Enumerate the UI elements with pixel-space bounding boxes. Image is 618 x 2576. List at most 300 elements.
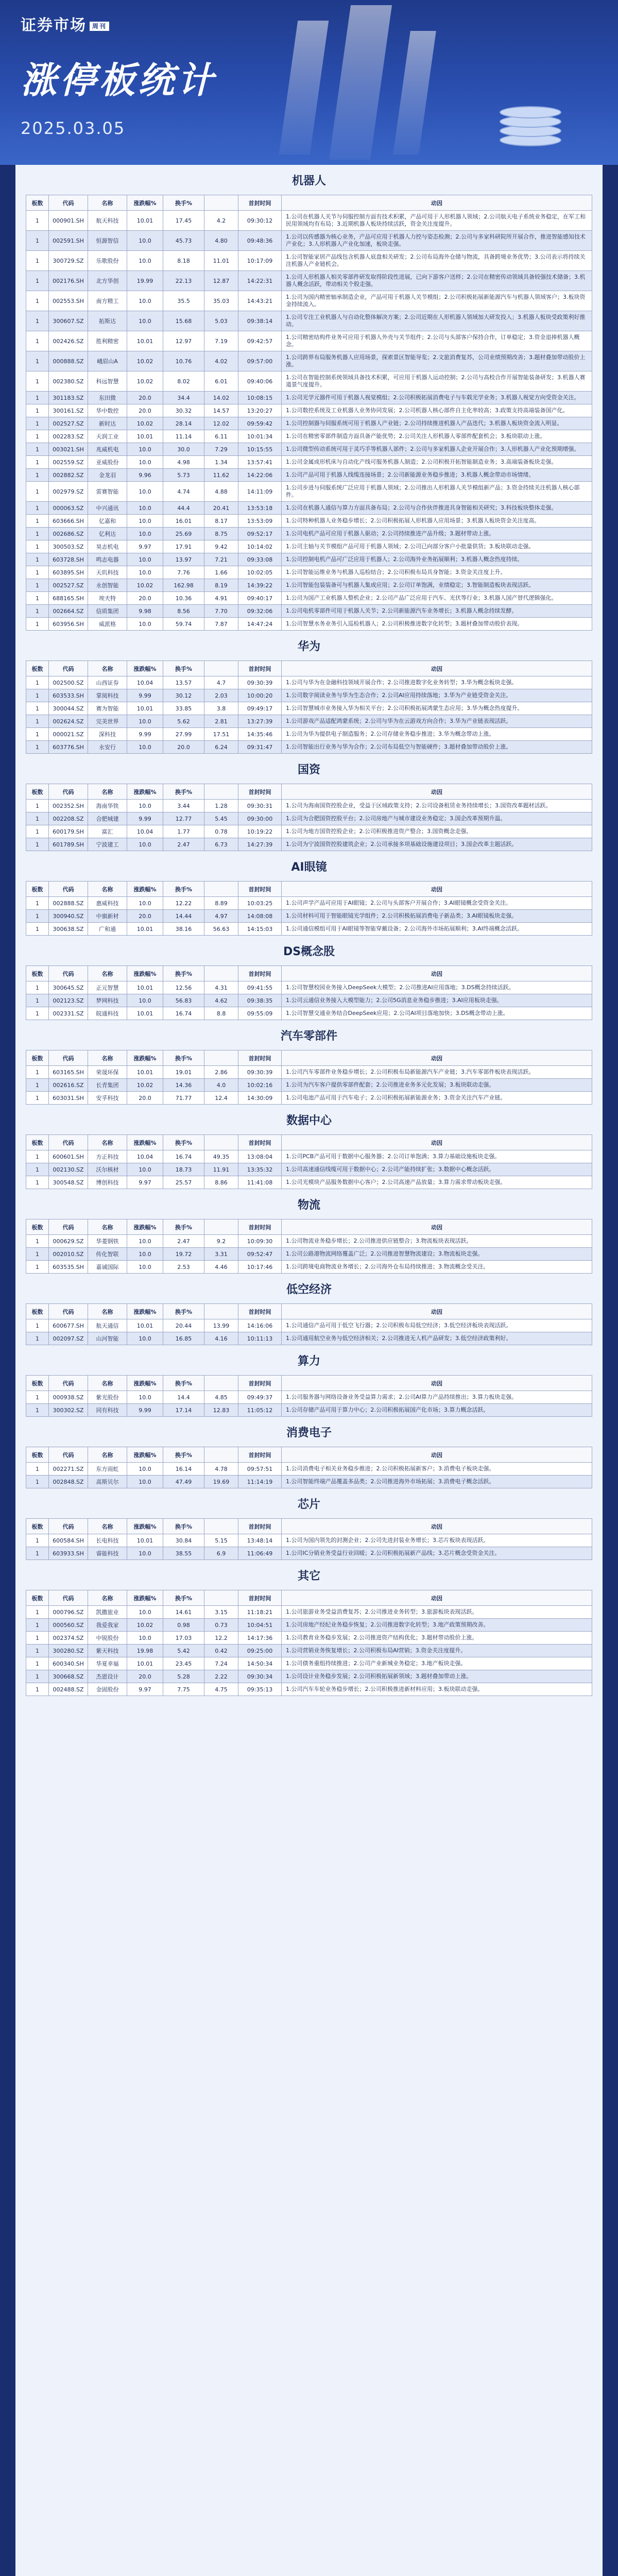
table-row[interactable]: [26, 812, 592, 825]
board-count: 1: [26, 456, 49, 469]
amount-value: 14.57: [204, 404, 238, 417]
stock-code[interactable]: 000021.SZ: [49, 728, 88, 741]
stock-name[interactable]: 华中数控: [88, 404, 127, 417]
first-seal-time: 13:27:39: [238, 715, 282, 728]
board-count: 1: [26, 741, 49, 754]
stock-name[interactable]: 传化智联: [88, 1248, 127, 1261]
column-header: 板数: [26, 1447, 49, 1463]
table-row[interactable]: [26, 540, 592, 553]
table-row[interactable]: [26, 1150, 592, 1163]
stock-name[interactable]: 威派格: [88, 618, 127, 631]
table-row[interactable]: [26, 417, 592, 430]
stock-code[interactable]: 300638.SZ: [49, 923, 88, 936]
table-row[interactable]: [26, 1632, 592, 1645]
first-seal-time: 09:30:34: [238, 1670, 282, 1683]
turnover-pct: 12.22: [163, 897, 204, 910]
change-pct: 10.0: [127, 618, 163, 631]
column-header: 板数: [26, 784, 49, 800]
table-row[interactable]: [26, 1657, 592, 1670]
stock-name[interactable]: 科远智慧: [88, 371, 127, 392]
stock-code[interactable]: 002488.SZ: [49, 1683, 88, 1696]
stock-code[interactable]: 600601.SH: [49, 1150, 88, 1163]
table-row[interactable]: [26, 592, 592, 605]
stock-name[interactable]: 新时达: [88, 417, 127, 430]
table-row[interactable]: [26, 392, 592, 404]
table-row[interactable]: [26, 618, 592, 631]
table-row[interactable]: [26, 1534, 592, 1547]
first-seal-time: 09:31:47: [238, 741, 282, 754]
stock-name[interactable]: 金固股份: [88, 1683, 127, 1696]
first-seal-time: 09:38:35: [238, 994, 282, 1007]
stock-name[interactable]: 中兴通讯: [88, 502, 127, 515]
stock-code[interactable]: 002591.SH: [49, 231, 88, 251]
stock-name[interactable]: 沃尔核材: [88, 1163, 127, 1176]
amount-value: 9.42: [204, 540, 238, 553]
table-row[interactable]: [26, 1066, 592, 1079]
stock-name[interactable]: 山西证券: [88, 676, 127, 689]
table-row[interactable]: [26, 838, 592, 851]
stock-name[interactable]: 雷赛智能: [88, 482, 127, 502]
table-row[interactable]: [26, 825, 592, 838]
stock-code[interactable]: 600677.SH: [49, 1319, 88, 1332]
board-count: 1: [26, 1092, 49, 1105]
column-header: 换手%: [163, 195, 204, 211]
stock-code[interactable]: 002130.SZ: [49, 1163, 88, 1176]
stock-name[interactable]: 胜利精密: [88, 331, 127, 351]
stock-name[interactable]: 金龙羽: [88, 469, 127, 482]
stock-name[interactable]: 广和通: [88, 923, 127, 936]
table-row[interactable]: [26, 311, 592, 331]
reason-text: 1.公司人形机器人相关零部件研发取得阶段性进展，已向下游客户送样；2.公司在精密传动领域具备较强技术储备；3.机器人概念活跃，带动相关个股走强。: [282, 271, 592, 291]
first-seal-time: 09:30:39: [238, 1066, 282, 1079]
first-seal-time: 09:52:17: [238, 528, 282, 540]
stock-name[interactable]: 拓斯达: [88, 311, 127, 331]
table-row[interactable]: [26, 566, 592, 579]
reason-text: 1.公司为国内精密轴承制造企业，产品可用于机器人关节模组；2.公司积极拓展新能源汽车与机器人领域客户；3.板块资金持续流入。: [282, 291, 592, 311]
stock-name[interactable]: 紫光股份: [88, 1391, 127, 1404]
stock-name[interactable]: 荣晟环保: [88, 1066, 127, 1079]
stock-name[interactable]: 长青集团: [88, 1079, 127, 1092]
stock-name[interactable]: 航天科技: [88, 211, 127, 231]
stock-name[interactable]: 埃夫特: [88, 592, 127, 605]
stock-name[interactable]: 航天通信: [88, 1319, 127, 1332]
table-row[interactable]: [26, 1463, 592, 1476]
stock-code[interactable]: 002553.SH: [49, 291, 88, 311]
stock-code[interactable]: 603666.SH: [49, 515, 88, 528]
stock-code[interactable]: 002374.SZ: [49, 1632, 88, 1645]
first-seal-time: 09:55:09: [238, 1007, 282, 1020]
stock-name[interactable]: 华夏幸福: [88, 1657, 127, 1670]
table-row[interactable]: [26, 502, 592, 515]
stock-code[interactable]: 000796.SZ: [49, 1606, 88, 1619]
stock-code[interactable]: 300668.SZ: [49, 1670, 88, 1683]
stock-name[interactable]: 嘉诚国际: [88, 1261, 127, 1274]
table-row[interactable]: [26, 923, 592, 936]
board-count: 1: [26, 1150, 49, 1163]
table-row[interactable]: [26, 1391, 592, 1404]
stock-code[interactable]: 300302.SZ: [49, 1404, 88, 1417]
stock-code[interactable]: 603956.SH: [49, 618, 88, 631]
stock-code[interactable]: 603728.SH: [49, 553, 88, 566]
stock-name[interactable]: 赛为智能: [88, 702, 127, 715]
column-header: 板数: [26, 1304, 49, 1319]
board-count: 1: [26, 331, 49, 351]
table-row[interactable]: [26, 331, 592, 351]
column-header: 动因: [282, 1219, 592, 1235]
stock-name[interactable]: 昊志机电: [88, 540, 127, 553]
stock-code[interactable]: 301183.SZ: [49, 392, 88, 404]
stock-name[interactable]: 鸣志电器: [88, 553, 127, 566]
stock-code[interactable]: 000938.SZ: [49, 1391, 88, 1404]
change-pct: 10.0: [127, 311, 163, 331]
change-pct: 10.0: [127, 1332, 163, 1345]
reason-text: 1.公司控制电机产品可广泛应用于机器人；2.公司海外业务拓展顺利；3.机器人概念热度持续。: [282, 553, 592, 566]
limit-up-table: [26, 1219, 592, 1274]
table-row[interactable]: [26, 456, 592, 469]
stock-code[interactable]: 002527.SZ: [49, 579, 88, 592]
stock-name[interactable]: 华菱钢铁: [88, 1235, 127, 1248]
change-pct: 20.0: [127, 592, 163, 605]
stock-name[interactable]: 深科技: [88, 728, 127, 741]
stock-name[interactable]: 完美世界: [88, 715, 127, 728]
stock-name[interactable]: 富汇: [88, 825, 127, 838]
first-seal-time: 10:19:22: [238, 825, 282, 838]
table-row[interactable]: [26, 1670, 592, 1683]
stock-name[interactable]: 东田微: [88, 392, 127, 404]
stock-code[interactable]: 002097.SZ: [49, 1332, 88, 1345]
stock-name[interactable]: 睿能科技: [88, 1547, 127, 1560]
reason-text: 1.公司存储产品可用于算力中心；2.公司积极拓展国产化市场；3.算力概念活跃。: [282, 1404, 592, 1417]
stock-name[interactable]: 博创科技: [88, 1176, 127, 1189]
stock-name[interactable]: 方正科技: [88, 1150, 127, 1163]
table-row[interactable]: [26, 1176, 592, 1189]
stock-name[interactable]: 长电科技: [88, 1534, 127, 1547]
change-pct: 10.02: [127, 351, 163, 371]
reason-text: 1.公司电机零部件可用于机器人关节；2.公司新能源汽车业务增长；3.机器人概念持续发酵。: [282, 605, 592, 618]
column-header: 涨跌幅%: [127, 1304, 163, 1319]
stock-name[interactable]: 海南华铁: [88, 800, 127, 812]
stock-code[interactable]: 002283.SZ: [49, 430, 88, 443]
stock-name[interactable]: 宁波建工: [88, 838, 127, 851]
stock-code[interactable]: 300161.SZ: [49, 404, 88, 417]
board-count: 1: [26, 1619, 49, 1632]
board-count: 1: [26, 1163, 49, 1176]
reason-text: 1.公司为海南国资控股企业，受益于区域政策支持；2.公司设备租赁业务持续增长；3.国资改革题材活跃。: [282, 800, 592, 812]
stock-name[interactable]: 梦网科技: [88, 994, 127, 1007]
table-row[interactable]: [26, 1079, 592, 1092]
table-row[interactable]: [26, 515, 592, 528]
reason-text: 1.公司金属成形机床与自动化产线可服务机器人制造；2.公司积极开拓智能制造业务；3.高端装备板块走强。: [282, 456, 592, 469]
stock-code[interactable]: 603933.SH: [49, 1547, 88, 1560]
stock-code[interactable]: 000063.SZ: [49, 502, 88, 515]
stock-name[interactable]: 我爱我家: [88, 1619, 127, 1632]
change-pct: 10.02: [127, 417, 163, 430]
stock-code[interactable]: 000901.SH: [49, 211, 88, 231]
stock-name[interactable]: 乐歌股份: [88, 251, 127, 271]
table-row[interactable]: [26, 1007, 592, 1020]
amount-value: 8.19: [204, 579, 238, 592]
stock-name[interactable]: 合肥城建: [88, 812, 127, 825]
stock-code[interactable]: 002271.SZ: [49, 1463, 88, 1476]
column-header: 板数: [26, 1519, 49, 1534]
stock-code[interactable]: 003021.SH: [49, 443, 88, 456]
column-header: 板数: [26, 1376, 49, 1391]
board-count: 1: [26, 825, 49, 838]
table-row[interactable]: [26, 1235, 592, 1248]
change-pct: 10.01: [127, 331, 163, 351]
board-count: 1: [26, 676, 49, 689]
amount-value: 11.01: [204, 251, 238, 271]
turnover-pct: 17.45: [163, 211, 204, 231]
table-row[interactable]: [26, 981, 592, 994]
board-count: 1: [26, 1404, 49, 1417]
stock-code[interactable]: 000629.SZ: [49, 1235, 88, 1248]
stock-code[interactable]: 603535.SH: [49, 1261, 88, 1274]
change-pct: 10.0: [127, 715, 163, 728]
amount-value: 7.21: [204, 553, 238, 566]
change-pct: 10.0: [127, 1391, 163, 1404]
reason-text: 1.公司房地产经纪业务稳步恢复；2.公司推进数字化转型；3.地产政策预期改善。: [282, 1619, 592, 1632]
column-header: 代码: [49, 882, 88, 897]
table-row[interactable]: [26, 800, 592, 812]
stock-name[interactable]: 兆威机电: [88, 443, 127, 456]
reason-text: 1.公司光模块产品服务数据中心客户；2.公司高速产品放量；3.算力需求带动板块走强。: [282, 1176, 592, 1189]
stock-code[interactable]: 600340.SH: [49, 1657, 88, 1670]
stock-code[interactable]: 002888.SZ: [49, 897, 88, 910]
stock-code[interactable]: 002559.SZ: [49, 456, 88, 469]
stock-code[interactable]: 603031.SH: [49, 1092, 88, 1105]
table-row[interactable]: [26, 251, 592, 271]
turnover-pct: 30.84: [163, 1534, 204, 1547]
stock-code[interactable]: 002664.SZ: [49, 605, 88, 618]
table-row[interactable]: [26, 579, 592, 592]
table-row[interactable]: [26, 404, 592, 417]
stock-code[interactable]: 688165.SH: [49, 592, 88, 605]
stock-code[interactable]: 300548.SZ: [49, 1176, 88, 1189]
table-row[interactable]: [26, 1476, 592, 1488]
change-pct: 10.01: [127, 1007, 163, 1020]
table-row[interactable]: [26, 994, 592, 1007]
stock-name[interactable]: 亚威股份: [88, 456, 127, 469]
change-pct: 10.0: [127, 994, 163, 1007]
table-row[interactable]: [26, 231, 592, 251]
stock-code[interactable]: 002500.SZ: [49, 676, 88, 689]
table-row[interactable]: [26, 469, 592, 482]
column-header: [204, 1447, 238, 1463]
column-header: 换手%: [163, 1447, 204, 1463]
turnover-pct: 47.49: [163, 1476, 204, 1488]
stock-name[interactable]: 安孚科技: [88, 1092, 127, 1105]
stock-name[interactable]: 皖通科技: [88, 1007, 127, 1020]
reason-text: 1.公司PCB产品可用于数据中心服务器；2.公司订单饱满；3.算力基础设施板块走强。: [282, 1150, 592, 1163]
stock-name[interactable]: 高斯贝尔: [88, 1476, 127, 1488]
stock-code[interactable]: 002176.SH: [49, 271, 88, 291]
stock-name[interactable]: 天润工业: [88, 430, 127, 443]
stock-name[interactable]: 杰恩设计: [88, 1670, 127, 1683]
stock-code[interactable]: 600179.SH: [49, 825, 88, 838]
table-row[interactable]: [26, 1547, 592, 1560]
change-pct: 10.0: [127, 566, 163, 579]
stock-name[interactable]: 惠威科技: [88, 897, 127, 910]
table-row[interactable]: [26, 371, 592, 392]
stock-code[interactable]: 300280.SZ: [49, 1645, 88, 1657]
stock-code[interactable]: 002331.SZ: [49, 1007, 88, 1020]
section-title: 消费电子: [286, 1426, 332, 1439]
stock-code[interactable]: 002616.SZ: [49, 1079, 88, 1092]
stock-code[interactable]: 002882.SZ: [49, 469, 88, 482]
stock-name[interactable]: 同有科技: [88, 1404, 127, 1417]
amount-value: 14.02: [204, 392, 238, 404]
stock-name[interactable]: 永创智能: [88, 579, 127, 592]
stock-code[interactable]: 002123.SZ: [49, 994, 88, 1007]
column-header: 首封时间: [238, 1519, 282, 1534]
table-row[interactable]: [26, 741, 592, 754]
stock-name[interactable]: 中锐股份: [88, 1632, 127, 1645]
stock-code[interactable]: 300940.SZ: [49, 910, 88, 923]
turnover-pct: 4.98: [163, 456, 204, 469]
amount-value: 3.15: [204, 1606, 238, 1619]
limit-up-table: [26, 965, 592, 1020]
stock-name[interactable]: 山河智能: [88, 1332, 127, 1345]
stock-name[interactable]: 天玑科技: [88, 566, 127, 579]
stock-name[interactable]: 北方华创: [88, 271, 127, 291]
board-count: 1: [26, 812, 49, 825]
table-row[interactable]: [26, 528, 592, 540]
table-row[interactable]: [26, 1319, 592, 1332]
board-count: 1: [26, 1547, 49, 1560]
first-seal-time: 14:16:06: [238, 1319, 282, 1332]
column-header: 换手%: [163, 1304, 204, 1319]
turnover-pct: 56.83: [163, 994, 204, 1007]
table-row[interactable]: [26, 1606, 592, 1619]
stock-code[interactable]: 002527.SZ: [49, 417, 88, 430]
change-pct: 10.0: [127, 528, 163, 540]
stock-name[interactable]: 紫天科技: [88, 1645, 127, 1657]
turnover-pct: 25.69: [163, 528, 204, 540]
turnover-pct: 18.73: [163, 1163, 204, 1176]
stock-name[interactable]: 永安行: [88, 741, 127, 754]
table-row[interactable]: [26, 430, 592, 443]
table-row[interactable]: [26, 271, 592, 291]
table-row[interactable]: [26, 1163, 592, 1176]
reason-text: 1.公司与华为在金融科技领域开展合作；2.公司推进数字化业务转型；3.华为概念板块走强。: [282, 676, 592, 689]
table-row[interactable]: [26, 553, 592, 566]
stock-code[interactable]: 603533.SH: [49, 689, 88, 702]
amount-value: 6.11: [204, 430, 238, 443]
amount-value: 3.31: [204, 1248, 238, 1261]
stock-code[interactable]: 603165.SH: [49, 1066, 88, 1079]
table-row[interactable]: [26, 291, 592, 311]
table-row[interactable]: [26, 702, 592, 715]
table-row[interactable]: [26, 1683, 592, 1696]
change-pct: 10.0: [127, 482, 163, 502]
amount-value: 4.7: [204, 676, 238, 689]
table-row[interactable]: [26, 689, 592, 702]
table-row[interactable]: [26, 1619, 592, 1632]
stock-code[interactable]: 002979.SZ: [49, 482, 88, 502]
stock-code[interactable]: 002380.SZ: [49, 371, 88, 392]
first-seal-time: 11:05:12: [238, 1404, 282, 1417]
table-row[interactable]: [26, 1645, 592, 1657]
table-row[interactable]: [26, 897, 592, 910]
table-row[interactable]: [26, 676, 592, 689]
table-row[interactable]: [26, 1332, 592, 1345]
reason-text: 1.公司微型传动系统可用于灵巧手等机器人部件；2.公司与多家机器人企业开展合作；3.人形机器人产业化预期增强。: [282, 443, 592, 456]
amount-value: 4.78: [204, 1463, 238, 1476]
turnover-pct: 10.36: [163, 592, 204, 605]
table-row[interactable]: [26, 351, 592, 371]
stock-name[interactable]: 东方雨虹: [88, 1463, 127, 1476]
stock-name[interactable]: 信质集团: [88, 605, 127, 618]
stock-code[interactable]: 300729.SZ: [49, 251, 88, 271]
stock-name[interactable]: 掌阅科技: [88, 689, 127, 702]
table-row[interactable]: [26, 443, 592, 456]
stock-name[interactable]: 恒源智信: [88, 231, 127, 251]
stock-name[interactable]: 南方精工: [88, 291, 127, 311]
table-row[interactable]: [26, 910, 592, 923]
table-row[interactable]: [26, 1404, 592, 1417]
stock-code[interactable]: 002624.SZ: [49, 715, 88, 728]
amount-value: 56.63: [204, 923, 238, 936]
table-row[interactable]: [26, 605, 592, 618]
stock-name[interactable]: 凯撒旅业: [88, 1606, 127, 1619]
table-row[interactable]: [26, 1248, 592, 1261]
stock-name[interactable]: 峨眉山A: [88, 351, 127, 371]
change-pct: 10.04: [127, 676, 163, 689]
stock-code[interactable]: 002208.SZ: [49, 812, 88, 825]
first-seal-time: 14:50:34: [238, 1657, 282, 1670]
stock-code[interactable]: 002352.SH: [49, 800, 88, 812]
stock-code[interactable]: 000560.SZ: [49, 1619, 88, 1632]
stock-code[interactable]: 300645.SZ: [49, 981, 88, 994]
stock-code[interactable]: 300503.SZ: [49, 540, 88, 553]
stock-code[interactable]: 601789.SH: [49, 838, 88, 851]
board-count: 1: [26, 417, 49, 430]
first-seal-time: 09:42:57: [238, 331, 282, 351]
stock-code[interactable]: 603776.SH: [49, 741, 88, 754]
stock-code[interactable]: 000888.SZ: [49, 351, 88, 371]
change-pct: 10.0: [127, 456, 163, 469]
stock-code[interactable]: 600584.SH: [49, 1534, 88, 1547]
stock-name[interactable]: 正元智慧: [88, 981, 127, 994]
stock-code[interactable]: 002426.SZ: [49, 331, 88, 351]
table-row[interactable]: [26, 211, 592, 231]
stock-code[interactable]: 002010.SZ: [49, 1248, 88, 1261]
first-seal-time: 13:48:14: [238, 1534, 282, 1547]
stock-name[interactable]: 中旗新材: [88, 910, 127, 923]
stock-code[interactable]: 002848.SZ: [49, 1476, 88, 1488]
stock-name[interactable]: 亿嘉和: [88, 515, 127, 528]
board-count: 1: [26, 515, 49, 528]
table-row[interactable]: [26, 715, 592, 728]
stock-code[interactable]: 300044.SZ: [49, 702, 88, 715]
first-seal-time: 10:17:09: [238, 251, 282, 271]
table-row[interactable]: [26, 728, 592, 741]
stock-code[interactable]: 002686.SZ: [49, 528, 88, 540]
amount-value: 49.35: [204, 1150, 238, 1163]
table-row[interactable]: [26, 482, 592, 502]
table-row[interactable]: [26, 1261, 592, 1274]
stock-code[interactable]: 603895.SH: [49, 566, 88, 579]
stock-name[interactable]: 亿利达: [88, 528, 127, 540]
first-seal-time: 14:39:22: [238, 579, 282, 592]
table-row[interactable]: [26, 1092, 592, 1105]
amount-value: 1.34: [204, 456, 238, 469]
change-pct: 10.01: [127, 923, 163, 936]
stock-code[interactable]: 300607.SZ: [49, 311, 88, 331]
reason-text: 1.公司智能包装装备可与机器人集成应用；2.公司订单饱满，业绩稳定；3.智能制造板块表现活跃。: [282, 579, 592, 592]
column-header: 首封时间: [238, 1447, 282, 1463]
